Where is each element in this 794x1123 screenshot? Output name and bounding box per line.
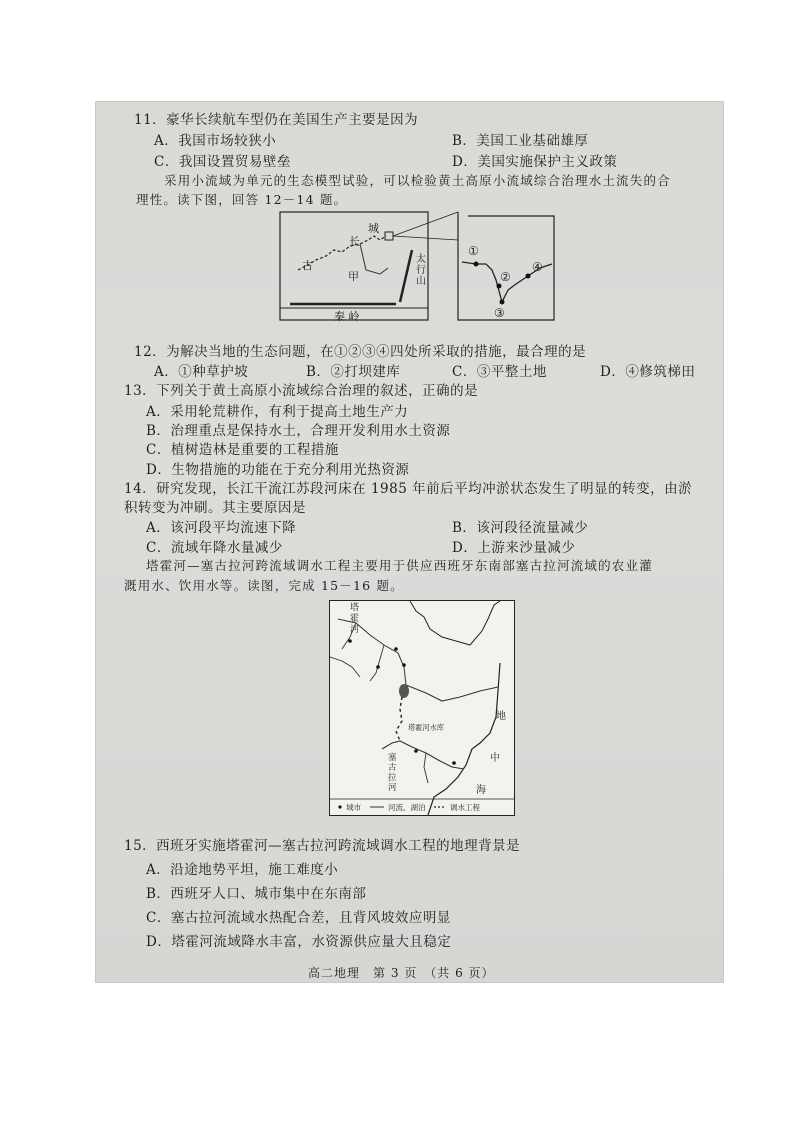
intro-15-16-line1: 塔霍河—塞古拉河跨流域调水工程主要用于供应西班牙东南部塞古拉河流域的农业灌 <box>146 558 653 573</box>
point-2-label: ② <box>500 270 511 284</box>
intro-12-14-line1: 采用小流域为单元的生态模型试验，可以检验黄土高原小流域综合治理水土流失的合 <box>164 173 671 188</box>
legend-canal: 调水工程 <box>450 803 480 812</box>
q14-option-b: B．该河段径流量减少 <box>452 520 589 536</box>
q14-stem-line1: 14．研究发现，长江干流江苏段河床在 1985 年前后平均冲淤状态发生了明显的转变，由淤 <box>124 481 693 497</box>
label-gu: 古 <box>302 259 313 272</box>
intro-15-16-line2: 溉用水、饮用水等。读图，完成 15－16 题。 <box>124 578 404 593</box>
point-4-label: ④ <box>532 260 543 274</box>
point-1-label: ① <box>468 244 479 258</box>
q12-option-c: C．③平整土地 <box>452 364 547 380</box>
q12-stem: 12．为解决当地的生态问题，在①②③④四处所采取的措施，最合理的是 <box>134 344 587 360</box>
label-qinling: 秦 岭 <box>334 310 360 323</box>
q11-option-d: D．美国实施保护主义政策 <box>452 154 618 170</box>
legend-city: 城市 <box>346 803 361 812</box>
tajo-river-label: 塔 霍 河 <box>350 603 360 635</box>
label-di: 地 <box>496 711 506 722</box>
q13-stem: 13．下列关于黄土高原小流域综合治理的叙述，正确的是 <box>124 383 479 399</box>
q15-stem: 15．西班牙实施塔霍河—塞古拉河跨流域调水工程的地理背景是 <box>124 838 521 854</box>
label-zhong: 中 <box>490 753 500 764</box>
intro-12-14-line2: 理性。读下图，回答 12－14 题。 <box>136 192 348 207</box>
q15-option-c: C．塞古拉河流域水热配合差，且背风坡效应明显 <box>146 910 451 926</box>
q13-option-d: D．生物措施的功能在于充分利用光热资源 <box>146 462 410 478</box>
loess-watershed-figure <box>276 210 556 328</box>
label-cheng: 城 <box>368 222 379 235</box>
legend-river: 河流、湖泊 <box>388 803 426 812</box>
q13-option-c: C．植树造林是重要的工程措施 <box>146 442 339 458</box>
q15-option-b: B．西班牙人口、城市集中在东南部 <box>146 886 367 902</box>
reservoir-label: 塔霍河水库 <box>408 723 444 732</box>
spain-water-transfer-map <box>329 600 515 816</box>
segura-river-label: 塞 古 拉 河 <box>388 753 397 793</box>
q11-stem: 11．豪华长续航车型仍在美国生产主要是因为 <box>134 112 419 128</box>
q13-option-b: B．治理重点是保持水土，合理开发利用水土资源 <box>146 423 451 439</box>
label-hai: 海 <box>476 785 486 796</box>
exam-page <box>96 102 723 982</box>
page-footer: 高二地理 第 3 页 （共 6 页） <box>308 966 495 980</box>
q15-option-d: D．塔霍河流域降水丰富，水资源供应量大且稳定 <box>146 934 452 950</box>
point-3-label: ③ <box>494 306 505 320</box>
q12-option-b: B．②打坝建库 <box>306 364 401 380</box>
q11-option-c: C．我国设置贸易壁垒 <box>154 154 291 170</box>
label-jia: 甲 <box>348 270 359 283</box>
q13-option-a: A．采用轮荒耕作，有利于提高土地生产力 <box>146 404 409 420</box>
q12-option-a: A．①种草护坡 <box>154 364 249 380</box>
q11-option-a: A．我国市场较狭小 <box>154 133 277 149</box>
label-taihang: 太行山 <box>416 254 426 287</box>
q14-option-c: C．流域年降水量减少 <box>146 540 283 556</box>
label-chang: 长 <box>349 235 360 248</box>
q12-option-d: D．④修筑梯田 <box>600 364 696 380</box>
q15-option-a: A．沿途地势平坦，施工难度小 <box>146 862 339 878</box>
q14-option-a: A．该河段平均流速下降 <box>146 520 297 536</box>
q14-stem-line2: 积转变为冲刷。其主要原因是 <box>124 500 306 516</box>
q14-option-d: D．上游来沙量减少 <box>452 540 576 556</box>
q11-option-b: B．美国工业基础雄厚 <box>452 133 589 149</box>
